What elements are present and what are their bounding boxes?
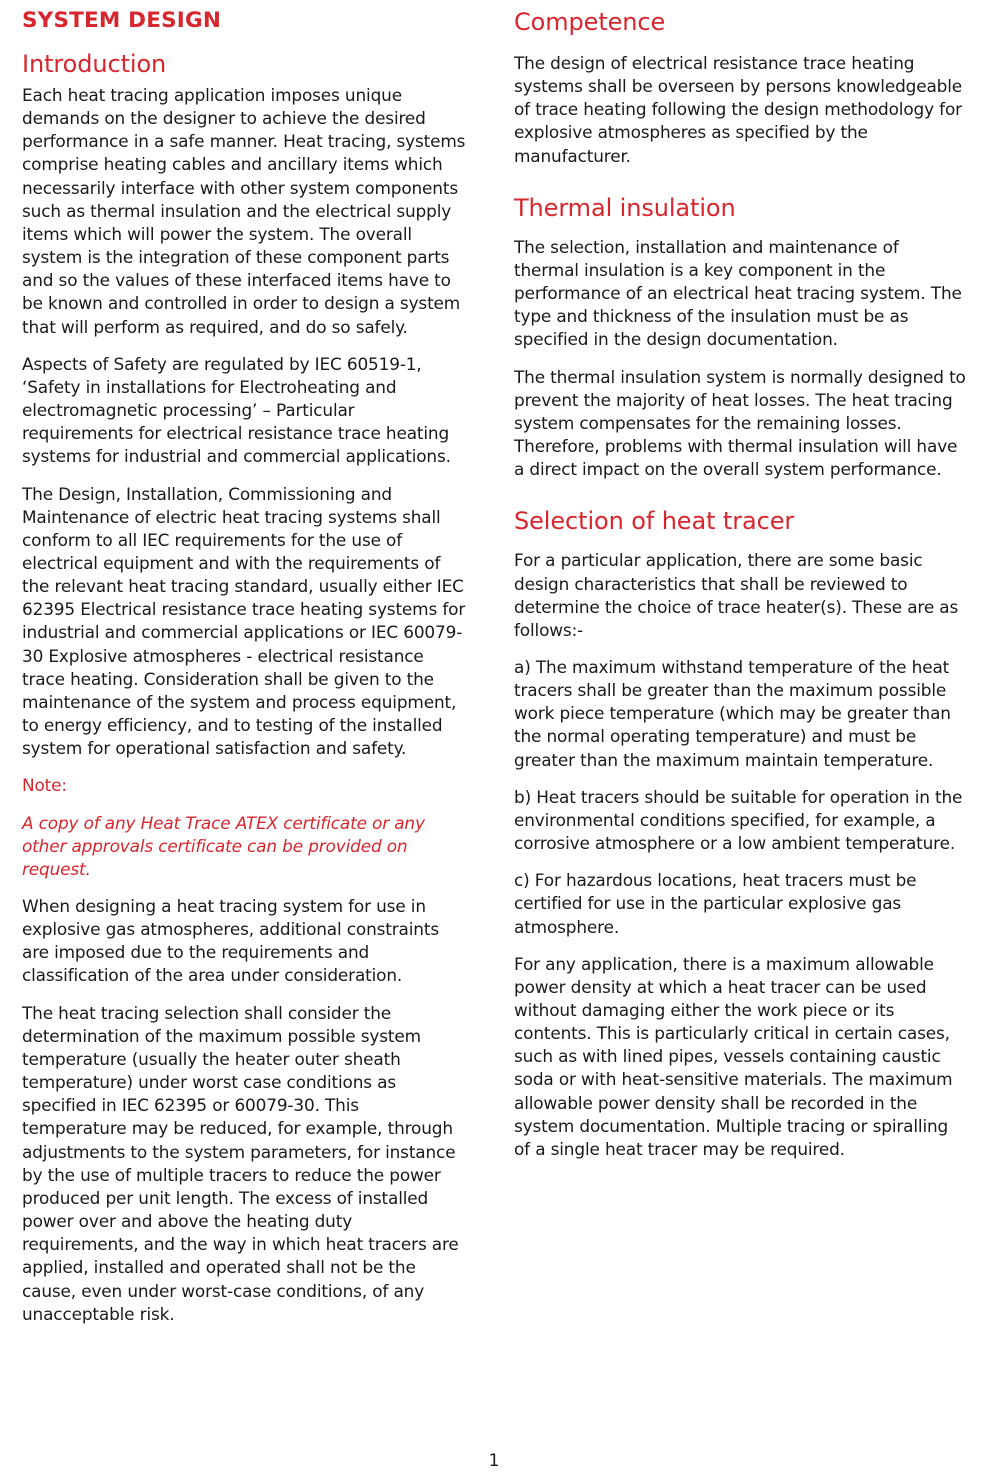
introduction-paragraph-1: Each heat tracing application imposes unique demands on the designer to achieve the desired performance in a safe manner. Heat tracing, systems comprise heating cables and ancillary items which necessarily interface with other system components such as thermal insulation and the electrical supply items which will power the system. The overall system is the integration of these component parts and so the values of these interfaced items have to be known and controlled in order to design a system that will perform as required, and do so safely. [22, 85, 466, 337]
introduction-paragraph-2: Aspects of Safety are regulated by IEC 60519-1, ‘Safety in installations for Electroheating and electromagnetic processing’ – Particular requirements for electrical resistance trace heating systems for industrial and commercial applications. [22, 353, 451, 467]
selection-item-a: a) The maximum withstand temperature of the heat tracers shall be greater than the maximum possible work piece temperature (which may be greater than the normal operating temperature) and must be greater than the maximum maintain temperature. [514, 656, 951, 770]
selection-item-b: b) Heat tracers should be suitable for operation in the environmental conditions specified, for example, a corrosive atmosphere or a low ambient temperature. [514, 786, 963, 854]
section-title: SYSTEM DESIGN [22, 8, 222, 33]
selection-heading: Selection of heat tracer [514, 507, 795, 536]
right-column [514, 0, 966, 1161]
competence-heading: Competence [514, 8, 666, 36]
thermal-insulation-heading: Thermal insulation [514, 193, 736, 222]
introduction-heading: Introduction [22, 50, 167, 78]
note-text: A copy of any Heat Trace ATEX certificate or any other approvals certificate can be provided on request. [22, 812, 425, 879]
competence-paragraph: The design of electrical resistance trace heating systems shall be overseen by persons knowledgeable of trace heating following the design methodology for explosive atmospheres as specified by the manufacturer. [514, 53, 963, 166]
selection-paragraph-2: For any application, there is a maximum allowable power density at which a heat tracer can be used without damaging either the work piece or its contents. This is particularly critical in certain cases, such as with lined pipes, vessels containing caustic soda or with heat-sensitive materials. The maximum allowable power density shall be recorded in the system documentation. Multiple tracing or spiralling of a single heat tracer may be required. [514, 953, 953, 1159]
heat-tracing-selection-paragraph: The heat tracing selection shall consider the determination of the maximum possible system temperature (usually the heater outer sheath temperature) under worst case conditions as specified in IEC 62395 or 60079-30. This temperature may be reduced, for example, through adjustments to the system parameters, for instance by the use of multiple tracers to reduce the power produced per unit length. The excess of installed power over and above the heating duty requirements, and the way in which heat tracers are applied, installed and operated shall not be the cause, even under worst-case conditions, of any unacceptable risk. [22, 1002, 459, 1324]
thermal-insulation-paragraph-1: The selection, installation and maintenance of thermal insulation is a key component in the performance of an electrical heat tracing system. The type and thickness of the insulation must be as specified in the design documentation. [514, 236, 962, 350]
left-column [22, 0, 468, 1326]
selection-item-c: c) For hazardous locations, heat tracers must be certified for use in the particular explosive gas atmosphere. [514, 870, 917, 937]
thermal-insulation-paragraph-2: The thermal insulation system is normally designed to prevent the majority of heat losses. The heat tracing system compensates for the remaining losses. Therefore, problems with thermal insulation will have a direct impact on the overall system performance. [514, 366, 966, 480]
selection-paragraph-1: For a particular application, there are some basic design characteristics that shall be reviewed to determine the choice of trace heater(s). These are as follows:- [514, 550, 959, 640]
note-label: Note: [22, 775, 67, 796]
introduction-paragraph-3: The Design, Installation, Commissioning and Maintenance of electric heat tracing systems shall conform to all IEC requirements for the use of electrical equipment and with the requirements of the relevant heat tracing standard, usually either IEC 62395 Electrical resistance trace heating systems for industrial and commercial applications or IEC 60079-30 Explosive atmospheres - electrical resistance trace heating. Consideration shall be given to the maintenance of the system and process equipment, to energy efficiency, and to testing of the installed system for operational satisfaction and safety. [22, 483, 466, 759]
gas-atmospheres-paragraph: When designing a heat tracing system for use in explosive gas atmospheres, additional constraints are imposed due to the requirements and classification of the area under consideration. [22, 896, 439, 986]
page-number: 1 [488, 1451, 500, 1471]
